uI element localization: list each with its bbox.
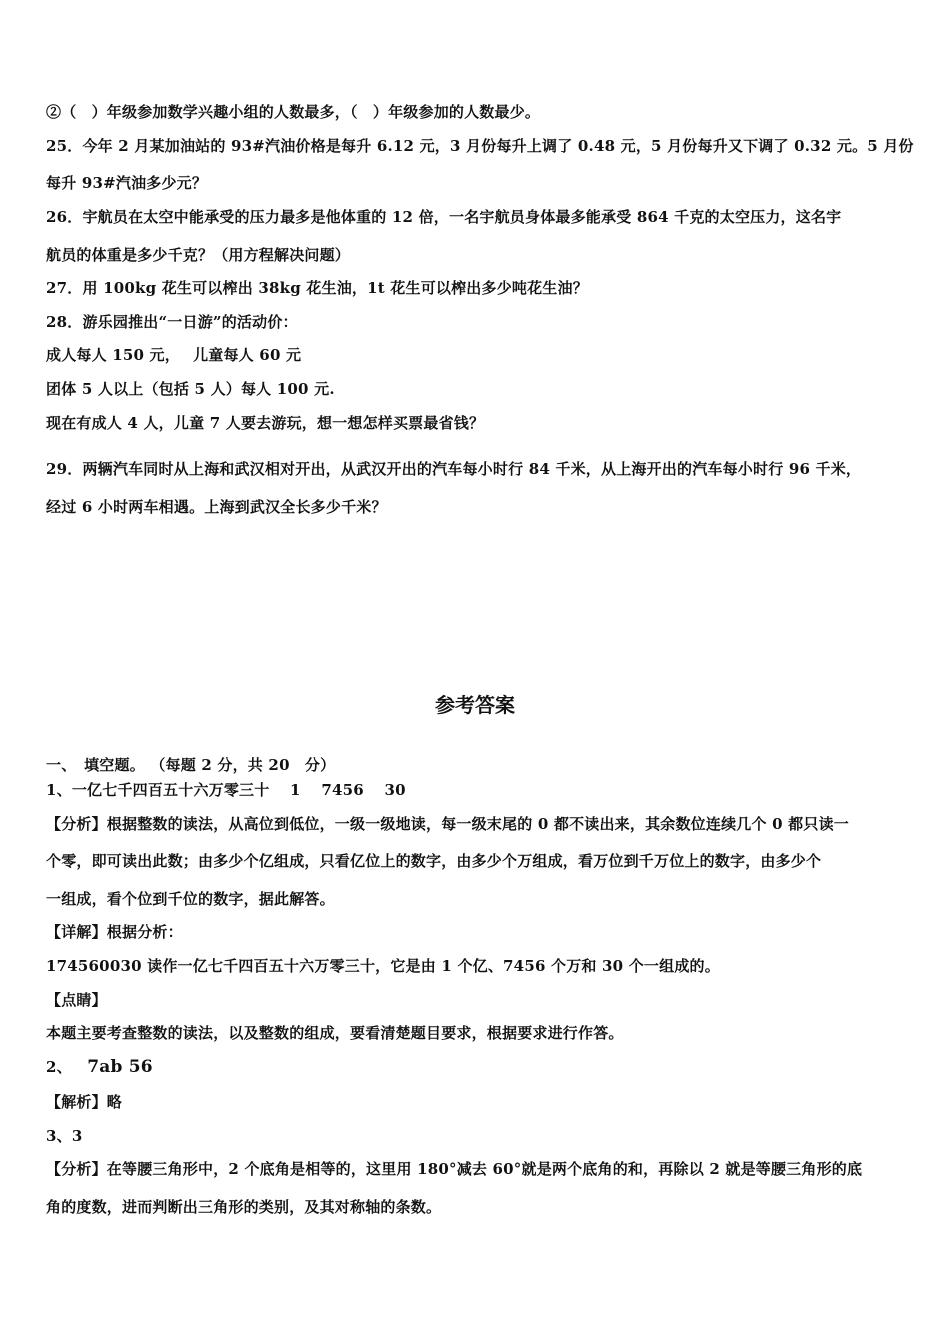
question-28-line-1: 28．游乐园推出“一日游”的活动价：: [46, 313, 298, 331]
question-25-line-1: 25．今年 2 月某加油站的 93#汽油价格是每升 6.12 元，3 月份每升上调了 0.48 元，5 月份每升又下调了 0.32 元。5 月份: [46, 137, 914, 155]
question-25-line-2: 每升 93#汽油多少元？: [46, 174, 208, 192]
answer-3-analysis-line-2: 角的度数，进而判断出三角形的类别，及其对称轴的条数。: [46, 1198, 442, 1216]
answer-1-detail-label: 【详解】根据分析：: [46, 923, 183, 941]
answer-1-point-label: 【点睛】: [46, 991, 107, 1009]
answers-title: 参考答案: [435, 693, 515, 717]
answer-1-point: 本题主要考查整数的读法，以及整数的组成，要看清楚题目要求，根据要求进行作答。: [46, 1024, 624, 1042]
question-28-line-4: 现在有成人 4 人，儿童 7 人要去游玩，想一想怎样买票最省钱？: [46, 414, 485, 432]
question-27: 27．用 100kg 花生可以榨出 38kg 花生油，1t 花生可以榨出多少吨花生油？: [46, 279, 588, 297]
answer-1-detail: 174560030 读作一亿七千四百五十六万零三十，它是由 1 个亿、7456 个万和 30 个一组成的。: [46, 957, 720, 975]
answer-2-number: 2、: [46, 1058, 72, 1076]
answer-2: [46, 1057, 908, 1077]
answer-1-analysis-line-3: 一组成，看个位到千位的数字，据此解答。: [46, 890, 335, 908]
question-29-line-1: 29．两辆汽车同时从上海和武汉相对开出，从武汉开出的汽车每小时行 84 千米，从上海开出的汽车每小时行 96 千米，: [46, 460, 862, 478]
question-24-part-2: ②（ ）年级参加数学兴趣小组的人数最多，（ ）年级参加的人数最少。: [46, 103, 541, 121]
question-26-line-1: 26．宇航员在太空中能承受的压力最多是他体重的 12 倍，一名宇航员身体最多能承受 864 千克的太空压力，这名宇: [46, 208, 842, 226]
answer-3: 3、3: [46, 1127, 83, 1145]
question-28-line-3: 团体 5 人以上（包括 5 人）每人 100 元.: [46, 380, 335, 398]
question-29-line-2: 经过 6 小时两车相遇。上海到武汉全长多少千米？: [46, 498, 387, 516]
answer-1-analysis-line-2: 个零，即可读出此数；由多少个亿组成，只看亿位上的数字，由多少个万组成，看万位到千万位上的数字，由多少个: [46, 852, 822, 870]
answer-2-analysis: 【解析】略: [46, 1093, 123, 1111]
answer-1-analysis-line-1: 【分析】根据整数的读法，从高位到低位，一级一级地读，每一级末尾的 0 都不读出来，其余数位连续几个 0 都只读一: [46, 815, 849, 833]
answers-section-1-heading: 一、 填空题。 （每题 2 分，共 20 分）: [46, 756, 336, 774]
question-28-line-2: 成人每人 150 元， 儿童每人 60 元: [46, 346, 302, 364]
answer-2-value: 7ab 56: [87, 1057, 153, 1077]
answer-1: 1、一亿七千四百五十六万零三十 1 7456 30: [46, 781, 406, 799]
answer-3-analysis-line-1: 【分析】在等腰三角形中，2 个底角是相等的，这里用 180°减去 60°就是两个底角的和，再除以 2 就是等腰三角形的底: [46, 1160, 863, 1178]
question-26-line-2: 航员的体重是多少千克？（用方程解决问题）: [46, 246, 351, 264]
